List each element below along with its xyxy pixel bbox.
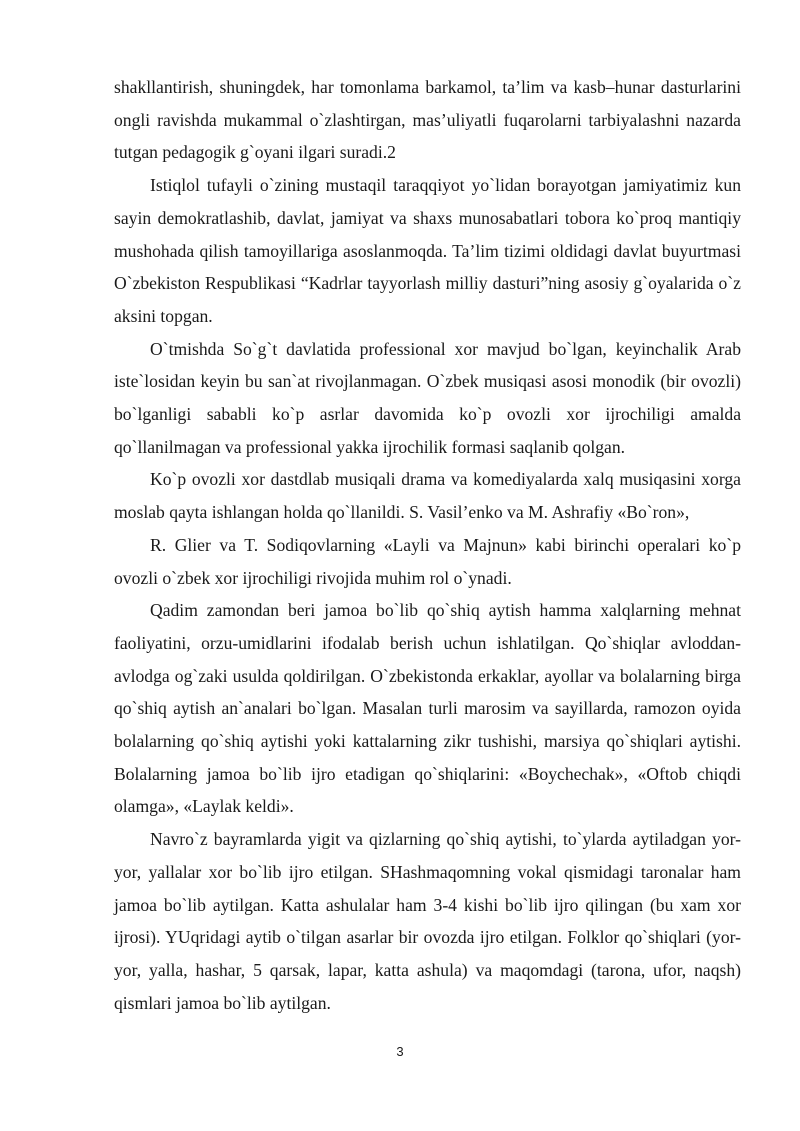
- paragraph-sogd-history: O`tmishda So`g`t davlatida professional xor mavjud bo`lgan, keyinchalik Arab iste`losidan keyin bu san`at rivojlanmagan. O`zbek musiqasi asosi monodik (bir ovozli) bo`lganligi sababli ko`p asrlar davomida ko`p ovozli xor ijrochiligi amalda qo`llanilmagan va professional yakka ijrochilik formasi saqlanib qolgan.: [114, 338, 741, 457]
- paragraph-independence: Istiqlol tufayli o`zining mustaqil taraqqiyot yo`lidan borayotgan jamiyatimiz kun sayin demokratlashib, davlat, jamiyat va shaxs munosabatlari tobora ko`proq mantiqiy mushohada qilish tamoyillariga asoslanmoqda. Ta’lim tizimi oldidagi davlat buyurtmasi O`zbekiston Respublikasi “Kadrlar tayyorlash milliy dasturi”ning asosiy g`oyalarida o`z aksini topgan.: [114, 175, 741, 326]
- paragraph-operas: R. Glier va T. Sodiqovlarning «Layli va Majnun» kabi birinchi operalari ko`p ovozli o`zbek xor ijrochiligi rivojida muhim rol o`ynadi.: [114, 534, 741, 588]
- paragraph-navruz: Navro`z bayramlarda yigit va qizlarning qo`shiq aytishi, to`ylarda aytiladgan yor-yor, yallalar xor bo`lib ijro etilgan. SHashmaqomning vokal qismidagi taronalar ham jamoa bo`lib aytilgan. Katta ashulalar ham 3-4 kishi bo`lib ijro qilingan (bu xam xor ijrosi). YUqridagi aytib o`tilgan asarlar bir ovozda ijro etilgan. Folklor qo`shiqlari (yor-yor, yalla, hashar, 5 qarsak, lapar, katta ashula) va maqomdagi (tarona, ufor, naqsh) qismlari jamoa bo`lib aytilgan.: [114, 829, 741, 1013]
- document-body: [114, 71, 741, 1019]
- page-number: 3: [396, 1044, 404, 1059]
- paragraph-polyphonic-choir: Ko`p ovozli xor dastdlab musiqali drama va komediyalarda xalq musiqasini xorga moslab qayta ishlangan holda qo`llanildi. S. Vasil’enko va M. Ashrafiy «Bo`ron»,: [114, 469, 741, 523]
- paragraph-continuation: shakllantirish, shuningdek, har tomonlama barkamol, ta’lim va kasb–hunar dasturlarini ongli ravishda mukammal o`zlashtirgan, mas’uliyatli fuqarolarni tarbiyalashni nazarda tutgan pedagogik g`oyani ilgari suradi.2: [114, 77, 741, 163]
- paragraph-ancient-tradition: Qadim zamondan beri jamoa bo`lib qo`shiq aytish hamma xalqlarning mehnat faoliyatini, orzu-umidlarini ifodalab berish uchun ishlatilgan. Qo`shiqlar avloddan-avlodga og`zaki usulda qoldirilgan. O`zbekistonda erkaklar, ayollar va bolalarning birga qo`shiq aytish an`analari bo`lgan. Masalan turli marosim va sayillarda, ramozon oyida bolalarning qo`shiq aytishi yoki kattalarning zikr tushishi, marsiya qo`shiqlari aytishi. Bolalarning jamoa bo`lib ijro etadigan qo`shiqlarini: «Boychechak», «Oftob chiqdi olamga», «Laylak keldi».: [114, 600, 741, 817]
